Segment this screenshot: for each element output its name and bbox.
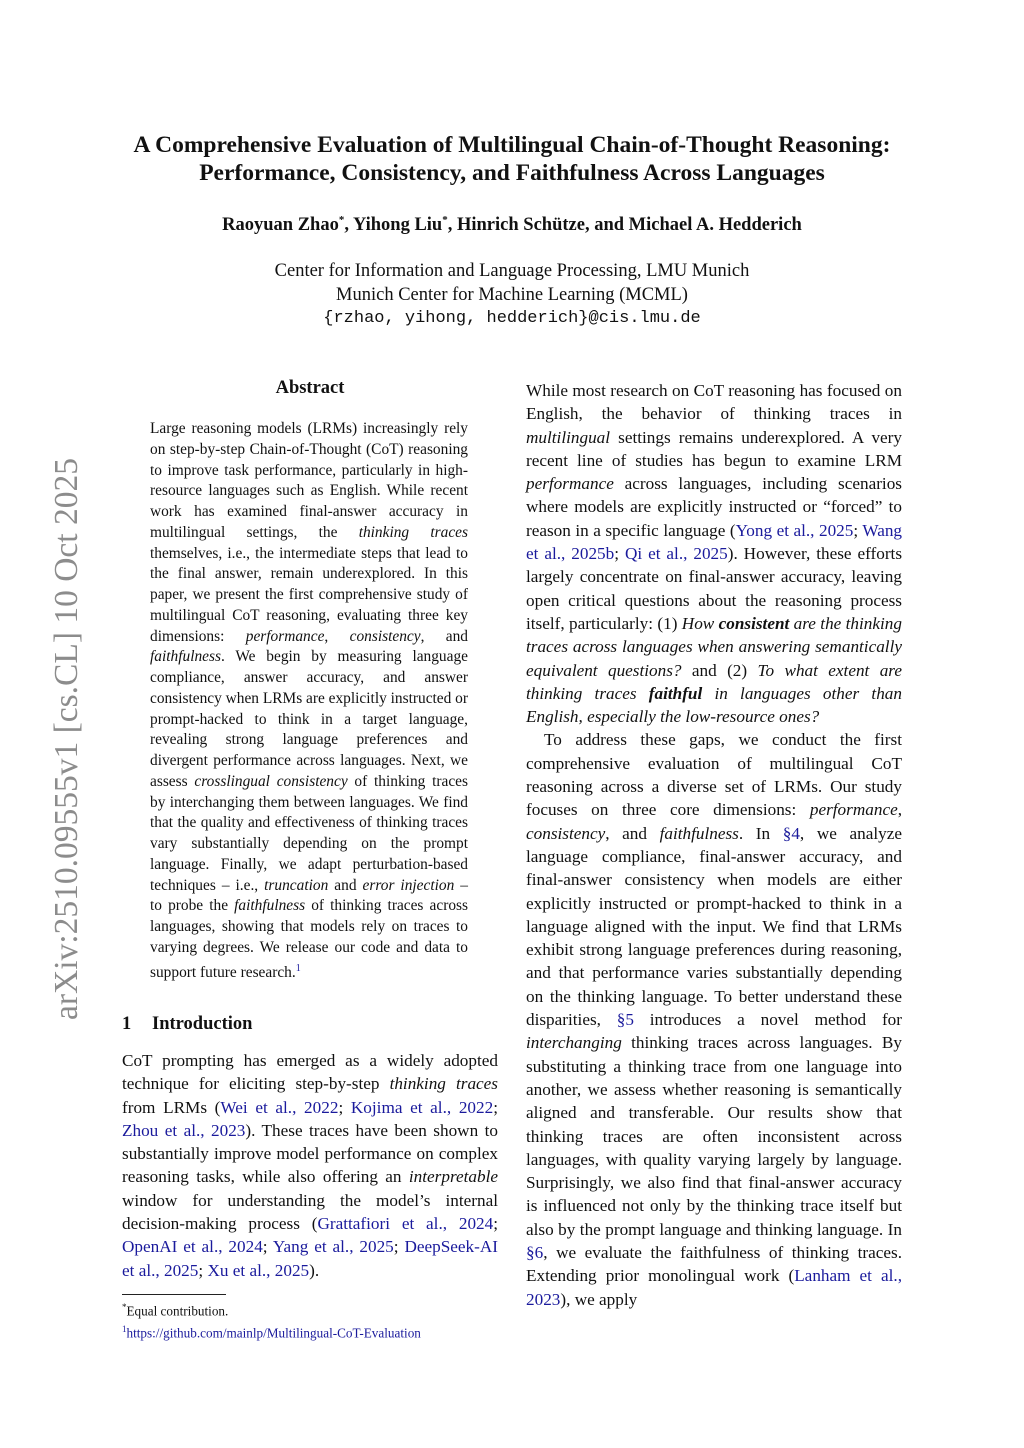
text-run: and bbox=[328, 876, 363, 894]
author-name: Hinrich Schütze bbox=[456, 215, 585, 236]
text-run: CoT prompting has emerged as a widely adopted technique for eliciting step-by-step bbox=[122, 1051, 498, 1094]
abstract-paragraph bbox=[150, 419, 468, 983]
author-name: Michael A. Hedderich bbox=[628, 215, 802, 236]
text-run: thinking traces across languages. By substituting a thinking trace from one language into another, we assess whether reasoning is semantically aligned and transferable. Our results show that thinking traces are often inconsistent across languages, with quality varying largely by language. Surprisingly, we also find that final-answer accuracy is influenced not only by the thinking trace itself but also by the prompt language and thinking language. In bbox=[526, 1033, 902, 1239]
text-run: How bbox=[681, 613, 719, 633]
emphasis: faithfulness bbox=[234, 897, 306, 915]
text-run: window for understanding the model’s internal decision-making process ( bbox=[122, 1190, 498, 1234]
text-run: themselves, i.e., the intermediate steps that lead to the final answer, remain underexplored. In this paper, we present the first comprehensive study of multilingual CoT reasoning, evaluating three key dimensions: bbox=[150, 544, 468, 645]
affiliation-line: Center for Information and Language Processing, LMU Munich bbox=[274, 261, 750, 281]
text-run: Large reasoning models (LRMs) increasingly rely on step-by-step Chain-of-Thought (CoT) reasoning to improve task performance, particularly in high-resource languages such as English. While recent work has examined final-answer accuracy in multilingual settings, the bbox=[150, 420, 468, 541]
emphasis: thinking traces bbox=[389, 1074, 498, 1094]
footnotes bbox=[122, 1298, 512, 1343]
text-run: from LRMs ( bbox=[122, 1097, 221, 1117]
citation-link[interactable]: Kojima et al., 2022 bbox=[350, 1097, 494, 1117]
repository-link[interactable]: https://github.com/mainlp/Multilingual-CoT-Evaluation bbox=[126, 1325, 421, 1341]
section-number: 1 bbox=[122, 1014, 132, 1034]
section-ref-link[interactable]: §5 bbox=[616, 1010, 634, 1030]
text-run: . In bbox=[738, 823, 783, 843]
text-run: ; bbox=[493, 1097, 498, 1117]
emphasis: consistency bbox=[526, 823, 606, 843]
emphasis: interchanging bbox=[526, 1033, 622, 1053]
text-run: , bbox=[897, 800, 902, 820]
author-emails: {rzhao, yihong, hedderich}@cis.lmu.de bbox=[323, 309, 701, 328]
text-run: . We begin by measuring language compliance, answer accuracy, and answer consistency when LRMs are explicitly instructed or prompt-hacked to think in a target language, revealing strong language preferences and divergent performance across languages. Next, we assess bbox=[150, 648, 468, 790]
abstract-body bbox=[150, 419, 468, 983]
abstract-heading: Abstract bbox=[275, 378, 345, 398]
text-run: , we evaluate the faithfulness of thinking traces. Extending prior monolingual work ( bbox=[526, 1242, 902, 1286]
text-run: of thinking traces by interchanging them between languages. We find that the quality and effectiveness of thinking traces vary substantially depending on the prompt language. Finally, we adapt perturbation-based techniques – i.e., bbox=[150, 772, 468, 894]
body-paragraph bbox=[526, 728, 902, 1310]
footnote-equal-contribution bbox=[122, 1298, 512, 1320]
text-run: of thinking traces across languages, showing that models rely on traces to varying degrees. We release our code and data to support future research. bbox=[150, 897, 468, 981]
text-run: , and bbox=[605, 823, 660, 843]
footnote-ref[interactable]: 1 bbox=[295, 962, 301, 974]
emphasis: consistency bbox=[349, 627, 421, 645]
citation-link[interactable]: Qi et al., 2025 bbox=[624, 544, 728, 564]
footnote-divider bbox=[122, 1294, 226, 1295]
text-run: To address these gaps, we conduct the first comprehensive evaluation of multilingual CoT reasoning across a diverse set of LRMs. Our study focuses on three core dimensions: bbox=[526, 730, 902, 820]
text-run: in languages other than English, especially the low-resource ones? bbox=[526, 683, 902, 727]
text-run: introduces a novel method for bbox=[633, 1010, 902, 1030]
text-run: ). These traces have been shown to substantially improve model performance on complex reasoning tasks, while also offering an bbox=[122, 1120, 498, 1187]
text-run: and (2) bbox=[681, 660, 758, 680]
footnote-code-url bbox=[122, 1320, 512, 1342]
text-run: ; bbox=[614, 544, 625, 564]
section-title: Introduction bbox=[152, 1014, 253, 1034]
footnote-mark: * bbox=[122, 1302, 127, 1312]
text-run: ). bbox=[309, 1260, 320, 1280]
author-name: Raoyuan Zhao bbox=[222, 215, 339, 236]
citation-link[interactable]: Yong et al., 2025 bbox=[735, 520, 854, 540]
right-column-body bbox=[526, 379, 902, 1311]
citation-link[interactable]: Yang et al., 2025 bbox=[272, 1237, 394, 1257]
citation-link[interactable]: Lanham et al., 2023 bbox=[526, 1266, 902, 1309]
affiliation-line: Munich Center for Machine Learning (MCML) bbox=[336, 285, 688, 305]
citation-link[interactable]: Grattafiori et al., 2024 bbox=[317, 1214, 494, 1234]
text-run: ; bbox=[393, 1237, 405, 1257]
section-heading-introduction bbox=[122, 1014, 252, 1035]
emphasis: truncation bbox=[264, 876, 329, 894]
arxiv-identifier: arXiv:2510.09555v1 [cs.CL] 10 Oct 2025 bbox=[48, 458, 85, 1020]
citation-link[interactable]: Wang et al., 2025b bbox=[526, 520, 903, 564]
text-run: ; bbox=[262, 1237, 273, 1257]
emphasis: performance bbox=[526, 474, 614, 494]
title-line-1: A Comprehensive Evaluation of Multilingual Chain-of-Thought Reasoning: bbox=[133, 132, 891, 158]
text-run: , and bbox=[420, 627, 468, 645]
emphasis: performance bbox=[245, 627, 325, 645]
intro-paragraph bbox=[122, 1049, 498, 1282]
emphasis: interpretable bbox=[408, 1167, 498, 1187]
text-run: are the thinking traces across languages when answering semantically equivalent questions? bbox=[526, 613, 902, 680]
emphasis: multilingual bbox=[526, 427, 611, 447]
emphasis: performance bbox=[809, 800, 898, 820]
citation-link[interactable]: Zhou et al., 2023 bbox=[122, 1120, 246, 1140]
citation-link[interactable]: Wei et al., 2022 bbox=[220, 1097, 339, 1117]
text-run: ). However, these efforts largely concentrate on final-answer accuracy, leaving open critical questions about the reasoning process itself, particularly: (1) bbox=[526, 544, 903, 633]
emphasis: thinking traces bbox=[358, 523, 468, 541]
text-run: ; bbox=[853, 520, 863, 540]
author-name: Yihong Liu bbox=[352, 215, 443, 236]
text-run: , bbox=[324, 627, 350, 645]
text-run: across languages, including scenarios where models are explicitly instructed or “forced” to reason in a specific language ( bbox=[526, 474, 902, 540]
text-run: , we analyze language compliance, final-answer accuracy, and final-answer consistency when models are either explicitly instructed or prompt-hacked to think in a language aligned with the input. We find that LRMs exhibit strong language preferences during reasoning, and that performance varies substantially depending on the thinking language. To better understand these disparities, bbox=[526, 823, 902, 1030]
emphasis: crosslingual consistency bbox=[194, 772, 348, 790]
author-list: Raoyuan Zhao*, Yihong Liu*, Hinrich Schütze, and Michael A. Hedderich bbox=[222, 214, 802, 236]
text-run: – to probe the bbox=[150, 876, 468, 915]
text-run: While most research on CoT reasoning has focused on English, the behavior of thinking traces in bbox=[526, 381, 902, 424]
equal-contribution-mark: * bbox=[338, 214, 345, 226]
bold-emphasis: faithful bbox=[648, 683, 703, 703]
paper-title bbox=[0, 131, 1024, 187]
body-paragraph bbox=[526, 379, 902, 728]
footnote-mark: 1 bbox=[122, 1324, 127, 1335]
section-ref-link[interactable]: §6 bbox=[526, 1242, 544, 1262]
section-ref-link[interactable]: §4 bbox=[782, 823, 800, 843]
text-run: ; bbox=[493, 1214, 499, 1234]
emphasis: error injection bbox=[362, 876, 455, 894]
introduction-body bbox=[122, 1049, 498, 1282]
citation-link[interactable]: Xu et al., 2025 bbox=[207, 1260, 310, 1280]
citation-link[interactable]: DeepSeek-AI et al., 2025 bbox=[122, 1237, 498, 1280]
equal-contribution-mark: * bbox=[442, 214, 448, 226]
title-line-2: Performance, Consistency, and Faithfulness Across Languages bbox=[199, 160, 825, 186]
text-run: To what extent are thinking traces bbox=[526, 660, 902, 703]
affiliations bbox=[0, 259, 1024, 331]
text-run: ; bbox=[338, 1097, 351, 1117]
emphasis: faithfulness bbox=[659, 823, 739, 843]
footnote-text: Equal contribution. bbox=[126, 1303, 229, 1319]
text-run: ; bbox=[198, 1260, 208, 1280]
author-conjunction: and bbox=[594, 215, 625, 236]
bold-emphasis: consistent bbox=[718, 613, 790, 633]
text-run: ), we apply bbox=[560, 1289, 638, 1309]
text-run: settings remains underexplored. A very recent line of studies has begun to examine LRM bbox=[526, 427, 902, 470]
emphasis: faithfulness bbox=[150, 648, 221, 666]
citation-link[interactable]: OpenAI et al., 2024 bbox=[122, 1237, 263, 1257]
